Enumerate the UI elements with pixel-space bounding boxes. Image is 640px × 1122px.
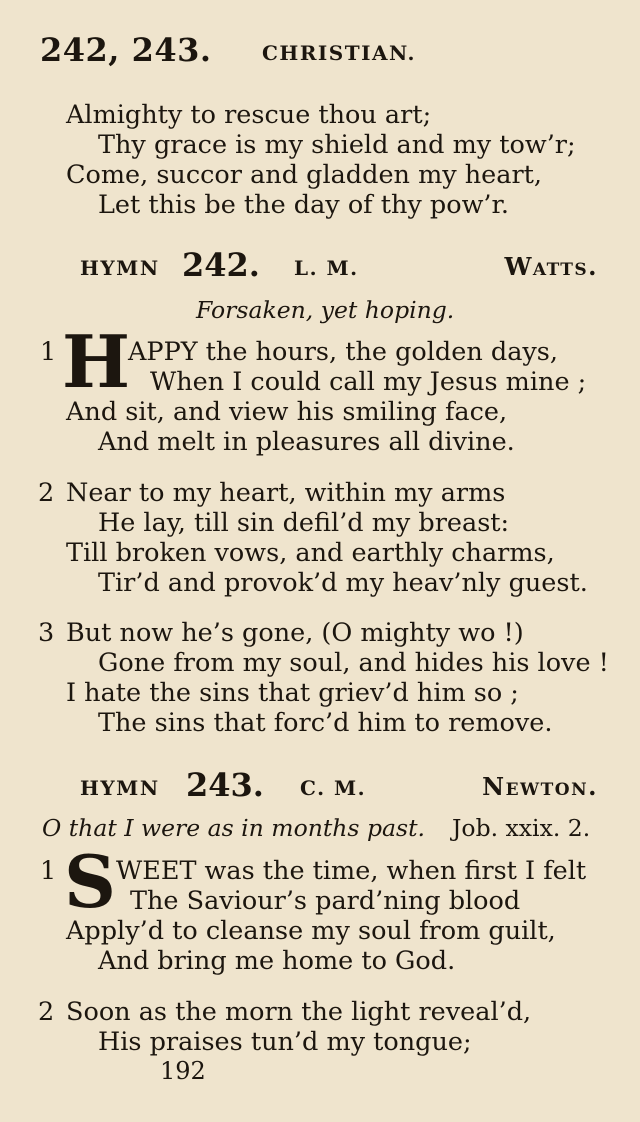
page-number: 192 [160,1057,206,1085]
drop-cap: H [62,319,131,404]
verse-line: And sit, and view his smiling face, [66,397,508,427]
continuation-line: Let this be the day of thy pow’r. [98,190,510,220]
drop-cap: S [64,839,116,924]
verse-number: 3 [38,618,55,648]
verse-line: When I could call my Jesus mine ; [150,367,587,397]
hymn-number: 243. [186,766,264,804]
hymn-number: 242. [182,246,260,284]
hymn-meter: C. M. [300,776,367,800]
hymn-meter: L. M. [294,256,359,280]
hymn-author: Newton. [482,772,598,801]
verse-line: Till broken vows, and earthly charms, [66,538,555,568]
header-hymn-numbers: 242, 243. [40,31,212,69]
hymn-243-subtitle: O that I were as in months past. [42,814,425,842]
continuation-line: Thy grace is my shield and my tow’r; [98,130,576,160]
verse-line: The Saviour’s pard’ning blood [130,886,521,916]
hymn-author: Watts. [504,252,598,281]
verse-number: 1 [40,856,57,886]
verse-line: Tir’d and provok’d my heav’nly guest. [98,568,588,598]
hymn-242-heading [0,246,640,286]
verse-line: WEET was the time, when first I felt [116,856,587,886]
verse-line: His praises tun’d my tongue; [98,1027,472,1057]
hymn-label: HYMN [80,256,160,280]
verse-line: The sins that forc’d him to remove. [98,708,553,738]
verse-line: He lay, till sin defil’d my breast: [98,508,510,538]
hymn-label: HYMN [80,776,160,800]
verse-number: 1 [40,337,57,367]
verse-line: Near to my heart, within my arms [66,478,506,508]
continuation-line: Come, succor and gladden my heart, [66,160,543,190]
verse-line: I hate the sins that griev’d him so ; [66,678,519,708]
header-section-title: CHRISTIAN. [262,41,416,65]
verse-line: Gone from my soul, and hides his love ! [98,648,609,678]
verse-number: 2 [38,997,55,1027]
verse-line: But now he’s gone, (O mighty wo !) [66,618,524,648]
scripture-reference: Job. xxix. 2. [452,814,591,842]
hymn-242-subtitle: Forsaken, yet hoping. [196,296,455,324]
continuation-line: Almighty to rescue thou art; [66,100,432,130]
verse-line: And bring me home to God. [98,946,456,976]
hymn-243-heading [0,766,640,806]
verse-number: 2 [38,478,55,508]
verse-line: Apply’d to cleanse my soul from guilt, [66,916,556,946]
verse-line: And melt in pleasures all divine. [98,427,515,457]
verse-line: APPY the hours, the golden days, [128,337,558,367]
verse-line: Soon as the morn the light reveal’d, [66,997,532,1027]
